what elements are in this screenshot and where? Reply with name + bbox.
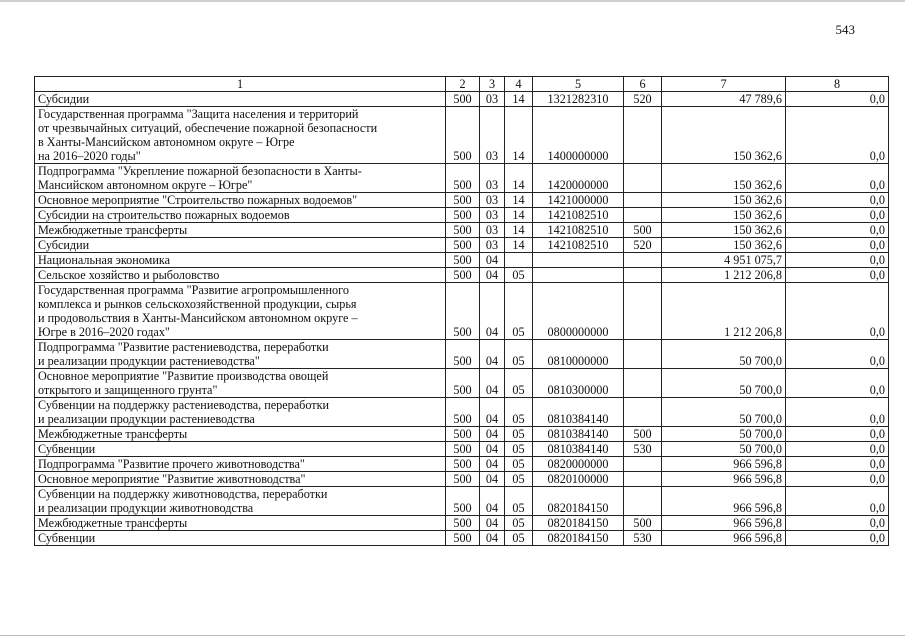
expense-type-cell: 500: [624, 223, 662, 238]
target-article-cell: 1420000000: [533, 164, 624, 193]
section-code-cell: 500: [446, 208, 480, 223]
target-article-cell: 0810384140: [533, 442, 624, 457]
amount-2-cell: 0,0: [786, 340, 889, 369]
target-article-cell: 0820000000: [533, 457, 624, 472]
section-code-cell: 500: [446, 193, 480, 208]
target-article-cell: 0810384140: [533, 398, 624, 427]
row-name-cell: Сельское хозяйство и рыболовство: [35, 268, 446, 283]
section-code-cell: 500: [446, 107, 480, 164]
amount-2-cell: 0,0: [786, 531, 889, 546]
subsection-code-cell: 14: [505, 164, 533, 193]
expense-type-cell: [624, 457, 662, 472]
target-article-cell: 1421082510: [533, 208, 624, 223]
table-row: [35, 283, 889, 340]
amount-cell: 1 212 206,8: [662, 283, 786, 340]
chapter-code-cell: 04: [480, 457, 505, 472]
expense-type-cell: [624, 283, 662, 340]
table-row: [35, 238, 889, 253]
table-row: [35, 193, 889, 208]
expense-type-cell: [624, 253, 662, 268]
amount-cell: 150 362,6: [662, 238, 786, 253]
row-name-cell: Межбюджетные трансферты: [35, 223, 446, 238]
target-article-cell: 1421000000: [533, 193, 624, 208]
subsection-code-cell: 05: [505, 457, 533, 472]
row-name-cell: Субвенции: [35, 442, 446, 457]
amount-cell: 966 596,8: [662, 457, 786, 472]
subsection-code-cell: [505, 253, 533, 268]
subsection-code-cell: 05: [505, 487, 533, 516]
table-row: [35, 369, 889, 398]
row-name-cell: Основное мероприятие "Строительство пожарных водоемов": [35, 193, 446, 208]
table-row: [35, 107, 889, 164]
amount-cell: 150 362,6: [662, 164, 786, 193]
table-row: [35, 340, 889, 369]
amount-cell: 50 700,0: [662, 442, 786, 457]
table-row: [35, 516, 889, 531]
table-row: [35, 531, 889, 546]
expense-type-cell: [624, 208, 662, 223]
amount-2-cell: 0,0: [786, 472, 889, 487]
expense-type-cell: [624, 193, 662, 208]
table-row: [35, 164, 889, 193]
section-code-cell: 500: [446, 164, 480, 193]
section-code-cell: 500: [446, 340, 480, 369]
section-code-cell: 500: [446, 487, 480, 516]
amount-cell: 47 789,6: [662, 92, 786, 107]
row-name-cell: Подпрограмма "Укрепление пожарной безопасности в Ханты- Мансийском автономном округе – Югре": [35, 164, 446, 193]
amount-cell: 50 700,0: [662, 427, 786, 442]
amount-cell: 966 596,8: [662, 531, 786, 546]
table-row: [35, 92, 889, 107]
amount-cell: 966 596,8: [662, 487, 786, 516]
target-article-cell: 0820184150: [533, 487, 624, 516]
amount-cell: 50 700,0: [662, 340, 786, 369]
table-row: [35, 427, 889, 442]
amount-cell: 966 596,8: [662, 472, 786, 487]
section-code-cell: 500: [446, 442, 480, 457]
amount-2-cell: 0,0: [786, 442, 889, 457]
expense-type-cell: [624, 398, 662, 427]
row-name-cell: Субсидии на строительство пожарных водоемов: [35, 208, 446, 223]
table-row: [35, 487, 889, 516]
row-name-cell: Межбюджетные трансферты: [35, 427, 446, 442]
page-number: 543: [835, 22, 855, 37]
expense-type-cell: [624, 164, 662, 193]
amount-cell: 4 951 075,7: [662, 253, 786, 268]
amount-cell: 1 212 206,8: [662, 268, 786, 283]
amount-2-cell: 0,0: [786, 164, 889, 193]
header-cell: 2: [446, 77, 480, 92]
chapter-code-cell: 04: [480, 283, 505, 340]
amount-cell: 50 700,0: [662, 369, 786, 398]
table-header-row: [35, 77, 889, 92]
chapter-code-cell: 04: [480, 340, 505, 369]
section-code-cell: 500: [446, 516, 480, 531]
amount-2-cell: 0,0: [786, 223, 889, 238]
subsection-code-cell: 05: [505, 427, 533, 442]
amount-2-cell: 0,0: [786, 283, 889, 340]
amount-cell: 50 700,0: [662, 398, 786, 427]
expense-type-cell: [624, 340, 662, 369]
subsection-code-cell: 05: [505, 442, 533, 457]
target-article-cell: 0820184150: [533, 516, 624, 531]
subsection-code-cell: 05: [505, 268, 533, 283]
subsection-code-cell: 05: [505, 398, 533, 427]
expense-type-cell: 520: [624, 238, 662, 253]
amount-cell: 150 362,6: [662, 223, 786, 238]
table-row: [35, 223, 889, 238]
chapter-code-cell: 04: [480, 531, 505, 546]
row-name-cell: Государственная программа "Защита населения и территорий от чрезвычайных ситуаций, обеспечение пожарной безопасности в Ханты-Мансийском автономном округе – Югре на 2016–2020 годы": [35, 107, 446, 164]
subsection-code-cell: 14: [505, 223, 533, 238]
row-name-cell: Государственная программа "Развитие агропромышленного комплекса и рынков сельскохозяйственной продукции, сырья и продовольствия в Ханты-Мансийском автономном округе – Югре в 2016–2020 годах": [35, 283, 446, 340]
table-row: [35, 208, 889, 223]
chapter-code-cell: 04: [480, 442, 505, 457]
amount-2-cell: 0,0: [786, 516, 889, 531]
chapter-code-cell: 04: [480, 427, 505, 442]
row-name-cell: Национальная экономика: [35, 253, 446, 268]
row-name-cell: Основное мероприятие "Развитие производства овощей открытого и защищенного грунта": [35, 369, 446, 398]
target-article-cell: 0810000000: [533, 340, 624, 369]
section-code-cell: 500: [446, 253, 480, 268]
amount-cell: 150 362,6: [662, 107, 786, 164]
table-row: [35, 253, 889, 268]
chapter-code-cell: 03: [480, 238, 505, 253]
row-name-cell: Субсидии: [35, 92, 446, 107]
amount-2-cell: 0,0: [786, 92, 889, 107]
section-code-cell: 500: [446, 283, 480, 340]
bottom-scan-edge: [0, 635, 905, 636]
table-row: [35, 457, 889, 472]
chapter-code-cell: 03: [480, 92, 505, 107]
expense-type-cell: [624, 107, 662, 164]
table-row: [35, 268, 889, 283]
table-row: [35, 442, 889, 457]
chapter-code-cell: 04: [480, 369, 505, 398]
section-code-cell: 500: [446, 223, 480, 238]
expense-type-cell: 500: [624, 516, 662, 531]
section-code-cell: 500: [446, 427, 480, 442]
top-scan-edge: [0, 0, 905, 2]
subsection-code-cell: 05: [505, 340, 533, 369]
chapter-code-cell: 04: [480, 268, 505, 283]
subsection-code-cell: 05: [505, 283, 533, 340]
row-name-cell: Субвенции на поддержку растениеводства, переработки и реализации продукции растениеводства: [35, 398, 446, 427]
chapter-code-cell: 03: [480, 164, 505, 193]
amount-2-cell: 0,0: [786, 398, 889, 427]
row-name-cell: Подпрограмма "Развитие прочего животноводства": [35, 457, 446, 472]
amount-2-cell: 0,0: [786, 369, 889, 398]
target-article-cell: [533, 253, 624, 268]
target-article-cell: 0800000000: [533, 283, 624, 340]
expense-type-cell: 500: [624, 427, 662, 442]
budget-table: [34, 76, 889, 546]
target-article-cell: 1321282310: [533, 92, 624, 107]
section-code-cell: 500: [446, 268, 480, 283]
header-cell: 4: [505, 77, 533, 92]
table-row: [35, 398, 889, 427]
row-name-cell: Субвенции на поддержку животноводства, переработки и реализации продукции животноводства: [35, 487, 446, 516]
subsection-code-cell: 05: [505, 531, 533, 546]
target-article-cell: 1400000000: [533, 107, 624, 164]
header-cell: 1: [35, 77, 446, 92]
expense-type-cell: [624, 369, 662, 398]
chapter-code-cell: 04: [480, 398, 505, 427]
chapter-code-cell: 03: [480, 223, 505, 238]
subsection-code-cell: 14: [505, 92, 533, 107]
amount-2-cell: 0,0: [786, 457, 889, 472]
row-name-cell: Межбюджетные трансферты: [35, 516, 446, 531]
header-cell: 7: [662, 77, 786, 92]
amount-2-cell: 0,0: [786, 253, 889, 268]
row-name-cell: Субсидии: [35, 238, 446, 253]
section-code-cell: 500: [446, 398, 480, 427]
target-article-cell: 0810384140: [533, 427, 624, 442]
expense-type-cell: 520: [624, 92, 662, 107]
target-article-cell: 1421082510: [533, 238, 624, 253]
amount-cell: 150 362,6: [662, 193, 786, 208]
section-code-cell: 500: [446, 457, 480, 472]
section-code-cell: 500: [446, 531, 480, 546]
amount-2-cell: 0,0: [786, 487, 889, 516]
subsection-code-cell: 14: [505, 107, 533, 164]
subsection-code-cell: 14: [505, 208, 533, 223]
chapter-code-cell: 04: [480, 516, 505, 531]
target-article-cell: [533, 268, 624, 283]
section-code-cell: 500: [446, 238, 480, 253]
expense-type-cell: [624, 268, 662, 283]
row-name-cell: Основное мероприятие "Развитие животноводства": [35, 472, 446, 487]
target-article-cell: 1421082510: [533, 223, 624, 238]
subsection-code-cell: 05: [505, 472, 533, 487]
amount-2-cell: 0,0: [786, 268, 889, 283]
row-name-cell: Подпрограмма "Развитие растениеводства, переработки и реализации продукции растениеводства": [35, 340, 446, 369]
amount-2-cell: 0,0: [786, 427, 889, 442]
chapter-code-cell: 03: [480, 193, 505, 208]
subsection-code-cell: 14: [505, 193, 533, 208]
target-article-cell: 0820184150: [533, 531, 624, 546]
expense-type-cell: [624, 472, 662, 487]
header-cell: 6: [624, 77, 662, 92]
target-article-cell: 0810300000: [533, 369, 624, 398]
subsection-code-cell: 05: [505, 369, 533, 398]
amount-2-cell: 0,0: [786, 208, 889, 223]
subsection-code-cell: 14: [505, 238, 533, 253]
row-name-cell: Субвенции: [35, 531, 446, 546]
table-row: [35, 472, 889, 487]
chapter-code-cell: 03: [480, 107, 505, 164]
amount-2-cell: 0,0: [786, 107, 889, 164]
section-code-cell: 500: [446, 472, 480, 487]
amount-cell: 150 362,6: [662, 208, 786, 223]
section-code-cell: 500: [446, 92, 480, 107]
target-article-cell: 0820100000: [533, 472, 624, 487]
amount-2-cell: 0,0: [786, 193, 889, 208]
expense-type-cell: 530: [624, 531, 662, 546]
header-cell: 3: [480, 77, 505, 92]
subsection-code-cell: 05: [505, 516, 533, 531]
section-code-cell: 500: [446, 369, 480, 398]
header-cell: 5: [533, 77, 624, 92]
amount-2-cell: 0,0: [786, 238, 889, 253]
amount-cell: 966 596,8: [662, 516, 786, 531]
chapter-code-cell: 04: [480, 253, 505, 268]
expense-type-cell: 530: [624, 442, 662, 457]
header-cell: 8: [786, 77, 889, 92]
expense-type-cell: [624, 487, 662, 516]
chapter-code-cell: 03: [480, 208, 505, 223]
chapter-code-cell: 04: [480, 472, 505, 487]
chapter-code-cell: 04: [480, 487, 505, 516]
